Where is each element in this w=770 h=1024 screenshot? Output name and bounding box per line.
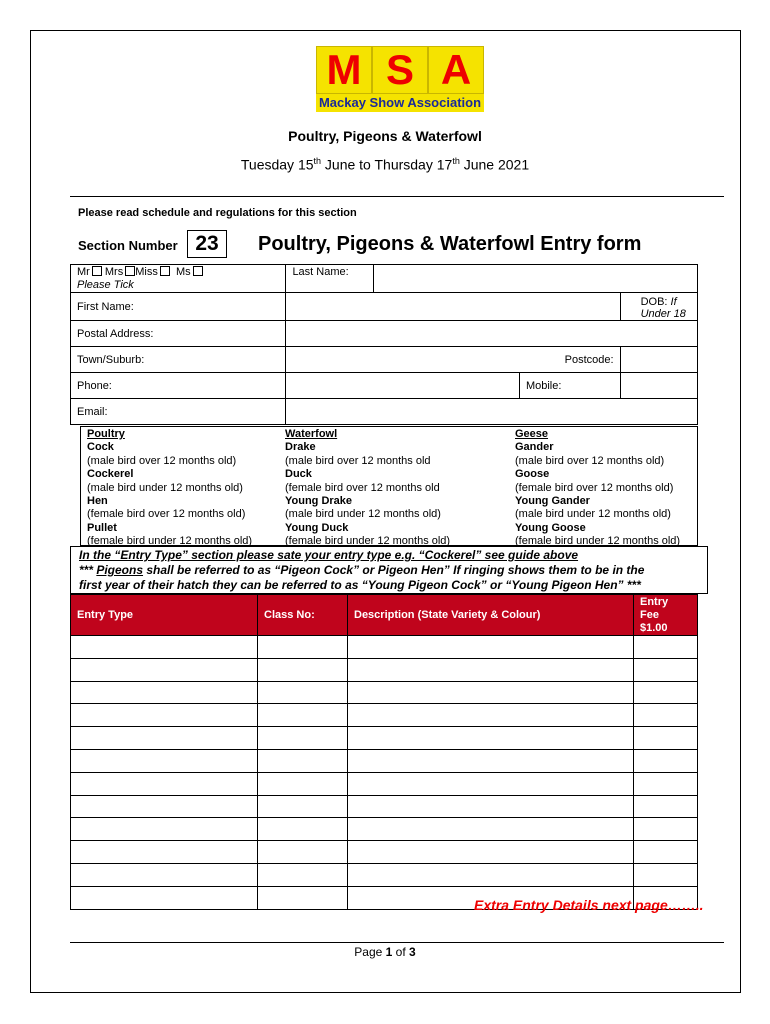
- entry-type-cell[interactable]: [71, 841, 258, 864]
- class-no-cell[interactable]: [258, 749, 348, 772]
- first-name-label: First Name:: [71, 293, 286, 321]
- entry-type-cell[interactable]: [71, 795, 258, 818]
- dob-cell[interactable]: DOB: If Under 18: [620, 293, 697, 321]
- description-cell[interactable]: [348, 704, 634, 727]
- please-tick: Please Tick: [77, 279, 134, 291]
- mobile-label: Mobile:: [519, 373, 620, 399]
- entry-instructions: [70, 546, 708, 594]
- fee-cell[interactable]: [634, 704, 698, 727]
- entry-type-cell[interactable]: [71, 772, 258, 795]
- instruction-line-3: first year of their hatch they can be referred to as “Young Pigeon Cock” or “Young Pigeon Hen” ***: [79, 578, 641, 592]
- checkbox-ms[interactable]: [193, 266, 203, 276]
- table-row: [71, 727, 698, 750]
- fee-cell[interactable]: [634, 658, 698, 681]
- schedule-note: Please read schedule and regulations for this section: [78, 207, 357, 219]
- table-row: [71, 704, 698, 727]
- entry-type-cell[interactable]: [71, 818, 258, 841]
- phone-field[interactable]: [286, 373, 520, 399]
- fee-cell[interactable]: [634, 841, 698, 864]
- entry-type-cell[interactable]: [71, 636, 258, 659]
- entrant-details-table: [70, 264, 698, 425]
- category-guide: [80, 426, 698, 546]
- class-no-cell[interactable]: [258, 681, 348, 704]
- divider: [70, 196, 724, 197]
- postcode-label: Postcode:: [286, 347, 620, 373]
- fee-cell[interactable]: [634, 863, 698, 886]
- table-row: [71, 658, 698, 681]
- class-no-cell[interactable]: [258, 658, 348, 681]
- class-no-cell[interactable]: [258, 863, 348, 886]
- checkbox-mrs[interactable]: [125, 266, 135, 276]
- description-cell[interactable]: [348, 681, 634, 704]
- entry-type-cell[interactable]: [71, 658, 258, 681]
- class-no-cell[interactable]: [258, 841, 348, 864]
- checkbox-miss[interactable]: [160, 266, 170, 276]
- geese-column: Geese Gander (male bird over 12 months old) Goose (female bird over 12 months old) Young Gander (male bird under 12 months old) Young Goose (female bird under 12 months old): [515, 428, 681, 548]
- logo-letter: A: [428, 46, 484, 94]
- fee-cell[interactable]: [634, 681, 698, 704]
- postal-address-field[interactable]: [286, 321, 698, 347]
- extra-entry-note: Extra Entry Details next page……..: [474, 897, 704, 913]
- description-cell[interactable]: [348, 863, 634, 886]
- mobile-field[interactable]: [620, 373, 697, 399]
- email-field[interactable]: [286, 399, 698, 425]
- class-no-cell[interactable]: [258, 818, 348, 841]
- msa-logo: [316, 46, 484, 116]
- description-cell[interactable]: [348, 749, 634, 772]
- entry-type-cell[interactable]: [71, 863, 258, 886]
- class-no-cell[interactable]: [258, 795, 348, 818]
- page-title: Poultry, Pigeons & Waterfowl: [288, 128, 482, 144]
- entries-body: [71, 636, 698, 910]
- entry-type-cell[interactable]: [71, 886, 258, 909]
- description-cell[interactable]: [348, 795, 634, 818]
- title-tick-cell: Mr Mrs Miss Ms Please Tick: [71, 265, 286, 293]
- section-label: Section Number: [78, 238, 178, 253]
- section-number: 23: [187, 230, 227, 258]
- table-row: [71, 681, 698, 704]
- fee-cell[interactable]: [634, 818, 698, 841]
- description-cell[interactable]: [348, 841, 634, 864]
- entry-type-cell[interactable]: [71, 704, 258, 727]
- phone-label: Phone:: [71, 373, 286, 399]
- class-no-cell[interactable]: [258, 636, 348, 659]
- postcode-field[interactable]: [620, 347, 697, 373]
- first-name-field[interactable]: [286, 293, 620, 321]
- description-cell[interactable]: [348, 658, 634, 681]
- logo-letter: M: [316, 46, 372, 94]
- poultry-column: Poultry Cock (male bird over 12 months old) Cockerel (male bird under 12 months old) Hen (female bird over 12 months old) Pullet (female bird under 12 months old): [87, 428, 253, 548]
- last-name-field[interactable]: [374, 265, 698, 293]
- table-row: [71, 795, 698, 818]
- logo-subtitle: Mackay Show Association: [316, 94, 484, 112]
- description-cell[interactable]: [348, 772, 634, 795]
- logo-letter: S: [372, 46, 428, 94]
- entry-type-cell[interactable]: [71, 727, 258, 750]
- class-no-cell[interactable]: [258, 704, 348, 727]
- entry-type-cell[interactable]: [71, 749, 258, 772]
- fee-cell[interactable]: [634, 749, 698, 772]
- event-dates: Tuesday 15th June to Thursday 17th June 2021: [240, 156, 530, 173]
- col-class-no: Class No:: [258, 595, 348, 636]
- col-entry-type: Entry Type: [71, 595, 258, 636]
- form-title: Poultry, Pigeons & Waterfowl Entry form: [258, 233, 642, 255]
- town-label: Town/Suburb:: [71, 347, 286, 373]
- class-no-cell[interactable]: [258, 727, 348, 750]
- instruction-line-1: In the “Entry Type” section please sate your entry type e.g. “Cockerel” see guide above: [79, 548, 579, 562]
- fee-cell[interactable]: [634, 795, 698, 818]
- postal-address-label: Postal Address:: [71, 321, 286, 347]
- table-row: [71, 863, 698, 886]
- fee-cell[interactable]: [634, 727, 698, 750]
- description-cell[interactable]: [348, 818, 634, 841]
- instruction-line-2: *** Pigeons shall be referred to as “Pigeon Cock” or Pigeon Hen” If ringing shows them to be in the: [79, 563, 645, 577]
- table-row: [71, 841, 698, 864]
- description-cell[interactable]: [348, 727, 634, 750]
- col-entry-fee: Entry Fee $1.00: [634, 595, 698, 636]
- table-row: [71, 818, 698, 841]
- last-name-label: Last Name:: [286, 265, 374, 293]
- table-row: [71, 749, 698, 772]
- entry-type-cell[interactable]: [71, 681, 258, 704]
- page-number: Page 1 of 3: [354, 945, 416, 959]
- table-row: [71, 772, 698, 795]
- checkbox-mr[interactable]: [92, 266, 102, 276]
- email-label: Email:: [71, 399, 286, 425]
- table-row: [71, 636, 698, 659]
- fee-cell[interactable]: [634, 772, 698, 795]
- description-cell[interactable]: [348, 636, 634, 659]
- entries-table: [70, 594, 698, 910]
- class-no-cell[interactable]: [258, 772, 348, 795]
- fee-cell[interactable]: [634, 636, 698, 659]
- class-no-cell[interactable]: [258, 886, 348, 909]
- footer-divider: [70, 942, 724, 943]
- col-description: Description (State Variety & Colour): [348, 595, 634, 636]
- waterfowl-column: Waterfowl Drake (male bird over 12 months old Duck (female bird over 12 months old Young Drake (male bird under 12 months old) Young Duck (female bird under 12 months old): [285, 428, 451, 548]
